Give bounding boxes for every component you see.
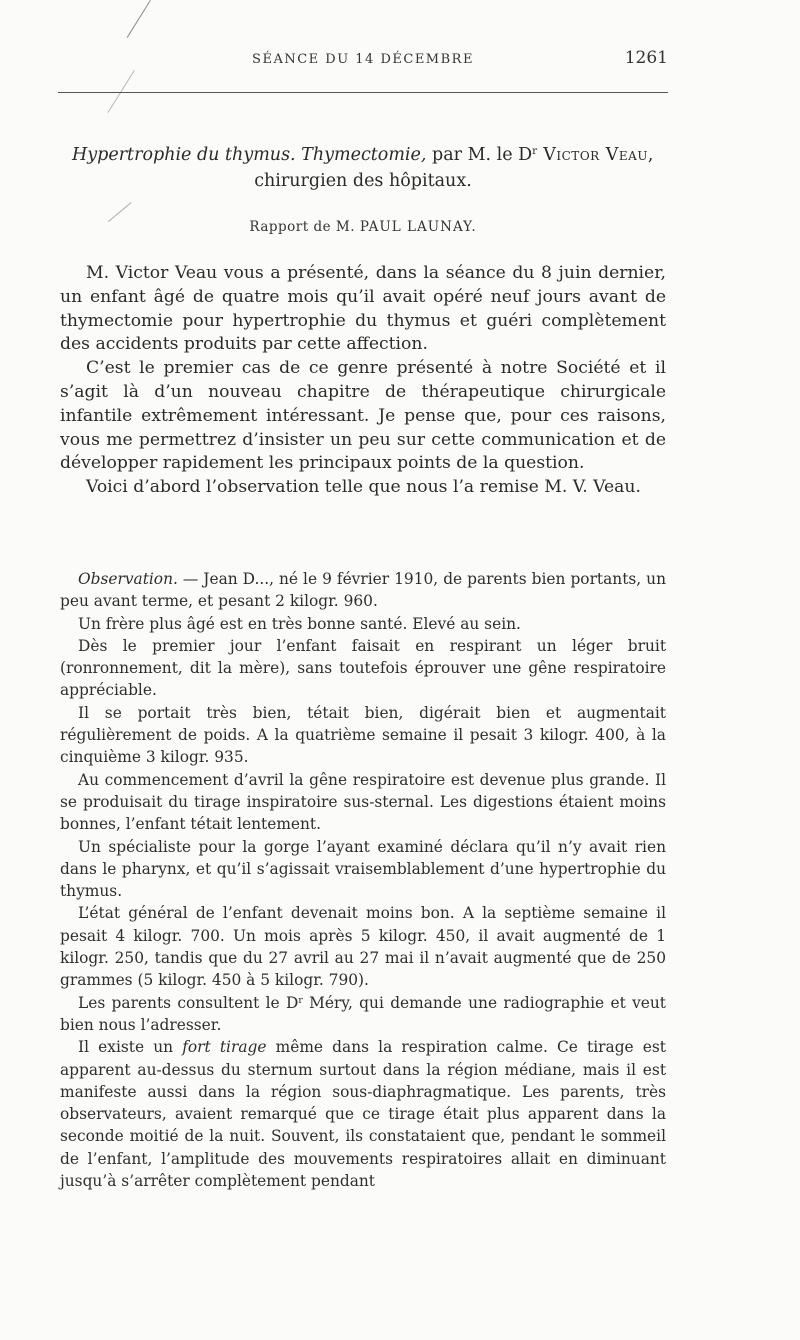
article-title — [58, 142, 668, 194]
observation-text: Il existe un — [78, 1038, 183, 1057]
article-title-dr-sup: r — [532, 145, 538, 158]
observation-text: Méry, qui demande une radiographie et veut bien nous l’adresser. — [60, 993, 666, 1034]
report-prefix: Rapport de M. — [249, 219, 360, 235]
body-paragraph: Voici d’abord l’observation telle que nous l’a remise M. V. Veau. — [86, 477, 641, 498]
report-body — [60, 262, 666, 500]
observation-text: même dans la respiration calme. Ce tirage est apparent au-dessus du sternum surtout dans la région médiane, mais il est manifeste aussi dans la région sous-diaphragmatique. Les parents, très observateurs, avaient remarqué que ce tirage était plus apparent dans la seconde moitié de la nuit. Souvent, ils constataient que, pendant le sommeil de l’enfant, l’amplitude des mouvements respiratoires allait en diminuant jusqu’à s’arrêter complètement pendant — [60, 1038, 666, 1191]
body-paragraph: M. Victor Veau vous a présenté, dans la séance du 8 juin dernier, un enfant âgé de quatre mois qu’il avait opéré neuf jours avant de thymectomie pour hypertrophie du thymus et guéri complètement des accidents produits par cette affection. — [60, 263, 666, 355]
article-title-line2: chirurgien des hôpitaux. — [254, 171, 472, 191]
header-rule — [58, 92, 668, 93]
observation-paragraph — [60, 992, 666, 1037]
report-line — [58, 219, 668, 235]
observation-paragraph: L’état général de l’enfant devenait moins bon. A la septième semaine il pesait 4 kilogr. 700. Un mois après 5 kilogr. 450, il avait augmenté de 1 kilogr. 250, tandis que du 27 avril au 27 mai il n’avait augmenté que de 250 grammes (5 kilogr. 450 à 5 kilogr. 790). — [60, 904, 666, 990]
observation-text: Les parents consultent le D — [78, 993, 299, 1012]
observation-label: Observation. — [78, 570, 178, 588]
observation-paragraph — [60, 568, 666, 613]
article-title-italic: Hypertrophie du thymus. Thymectomie, — [71, 145, 427, 165]
observation-text: — Jean D..., né le 9 février 1910, de parents bien portants, un peu avant terme, et pesant 2 kilogr. 960. — [60, 570, 666, 611]
observation-paragraph: Un frère plus âgé est en très bonne santé. Elevé au sein. — [78, 614, 521, 633]
body-paragraph: C’est le premier cas de ce genre présenté à notre Société et il s’agit là d’un nouveau chapitre de thérapeutique chirurgicale infantile extrêmement intéressant. Je pense que, pour ces raisons, vous me permettrez d’insister un peu sur cette communication et de développer rapidement les principaux points de la question. — [60, 358, 666, 474]
observation-paragraph: Un spécialiste pour la gorge l’ayant examiné déclara qu’il n’y avait rien dans le pharynx, et qu’il s’agissait vraisemblablement d’une hypertrophie du thymus. — [60, 837, 666, 901]
margin-pencil-mark — [127, 0, 151, 38]
observation-paragraph: Dès le premier jour l’enfant faisait en respirant un léger bruit (ronronnement, dit la mère), sans toutefois éprouver une gêne respiratoire appréciable. — [60, 636, 666, 700]
observation-paragraph: Il se portait très bien, tétait bien, digérait bien et augmentait régulièrement de poids. A la quatrième semaine il pesait 3 kilogr. 400, à la cinquième 3 kilogr. 935. — [60, 703, 666, 767]
header-title: SÉANCE DU 14 DÉCEMBRE — [252, 52, 474, 67]
observation-paragraph — [60, 1036, 666, 1192]
running-header — [58, 48, 668, 80]
article-author: Victor Veau, — [537, 145, 654, 165]
report-name: PAUL LAUNAY. — [359, 219, 477, 235]
observation-paragraph: Au commencement d’avril la gêne respiratoire est devenue plus grande. Il se produisait du tirage inspiratoire sus-sternal. Les digestions étaient moins bonnes, l’enfant tétait lentement. — [60, 770, 666, 834]
dr-sup: r — [298, 994, 303, 1006]
observation-emphasis: fort tirage — [182, 1038, 267, 1057]
page-number: 1261 — [624, 48, 668, 68]
article-title-par: par M. le D — [426, 145, 533, 165]
observation-section — [60, 568, 666, 1192]
